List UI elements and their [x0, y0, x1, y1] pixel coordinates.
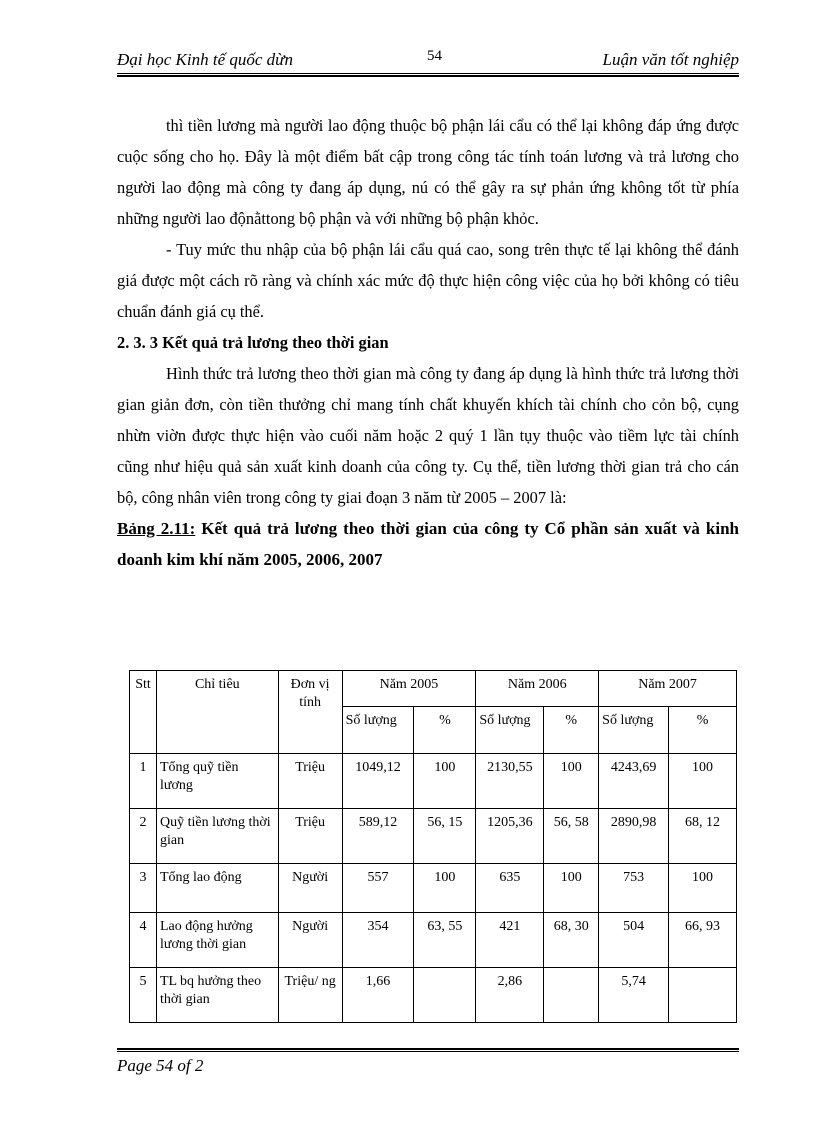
- cell-qty-2007: 2890,98: [599, 809, 669, 864]
- page-header: [117, 48, 739, 74]
- paragraph-3: Hình thức trả lương theo thời gian mà công ty đang áp dụng là hình thức trả lương thời gian giản đơn, còn tiền thưởng chỉ mang tính chất khuyến khích tài chính cho cỏn bộ, cụng nhừn viờn được thực hiện vào cuối năm hoặc 2 quý 1 lần tụy thuộc vào tiềm lực tài chính cũng như hiệu quả sản xuất kinh doanh của công ty. Cụ thể, tiền lương thời gian trả cho cán bộ, công nhân viên trong công ty giai đoạn 3 năm từ 2005 – 2007 là:: [117, 364, 739, 507]
- header-indicator: Chỉ tiêu: [156, 671, 278, 754]
- cell-pct-2006: 100: [544, 864, 599, 913]
- cell-stt: 4: [130, 913, 157, 968]
- header-stt: Stt: [130, 671, 157, 754]
- cell-qty-2005: 557: [342, 864, 414, 913]
- page-footer: Page 54 of 2: [117, 1056, 204, 1075]
- table-caption: [117, 513, 739, 575]
- cell-qty-2006: 2130,55: [476, 754, 544, 809]
- cell-qty-2007: 753: [599, 864, 669, 913]
- cell-pct-2007: 66, 93: [669, 913, 737, 968]
- header-university: Đại học Kinh tế quốc dừn: [117, 50, 293, 69]
- cell-qty-2007: 4243,69: [599, 754, 669, 809]
- cell-indicator: Tổng quỹ tiền lương: [156, 754, 278, 809]
- table-row: [130, 913, 737, 968]
- cell-pct-2007: 100: [669, 864, 737, 913]
- footer-divider: [117, 1048, 739, 1052]
- cell-pct-2006: [544, 968, 599, 1023]
- subheader-qty-2006: Số lượng: [476, 707, 544, 754]
- salary-table: [129, 670, 737, 1023]
- cell-stt: 5: [130, 968, 157, 1023]
- header-year-2007: Năm 2007: [599, 671, 737, 707]
- section-heading: 2. 3. 3 Kết quả trả lương theo thời gian: [117, 333, 389, 352]
- cell-unit: Triệu: [278, 809, 342, 864]
- cell-indicator: Tổng lao động: [156, 864, 278, 913]
- cell-qty-2005: 354: [342, 913, 414, 968]
- paragraph-1: thì tiền lương mà người lao động thuộc bộ phận lái cẩu có thể lại không đáp ứng được cuộc sống cho họ. Đây là một điểm bất cập trong công tác tính toán lương và trả lương cho người lao động mà công ty đang áp dụng, nú có thể gây ra sự phản ứng không tốt từ phía những người lao độnằttong bộ phận và với những bộ phận khỏc.: [117, 116, 739, 228]
- table-caption-text: Kết quả trả lương theo thời gian của công ty Cổ phần sản xuất và kinh doanh kim khí năm 2005, 2006, 2007: [117, 519, 739, 569]
- cell-pct-2006: 68, 30: [544, 913, 599, 968]
- cell-stt: 2: [130, 809, 157, 864]
- cell-pct-2007: [669, 968, 737, 1023]
- header-year-2005: Năm 2005: [342, 671, 476, 707]
- cell-pct-2006: 56, 58: [544, 809, 599, 864]
- cell-qty-2006: 1205,36: [476, 809, 544, 864]
- cell-pct-2005: 100: [414, 864, 476, 913]
- header-divider: [117, 73, 739, 77]
- cell-pct-2005: 63, 55: [414, 913, 476, 968]
- table-caption-label: Bảng 2.11:: [117, 519, 196, 538]
- table-row: [130, 968, 737, 1023]
- cell-pct-2005: 100: [414, 754, 476, 809]
- subheader-qty-2007: Số lượng: [599, 707, 669, 754]
- cell-unit: Người: [278, 864, 342, 913]
- table-row: [130, 809, 737, 864]
- paragraph-2: - Tuy mức thu nhập của bộ phận lái cẩu quá cao, song trên thực tế lại không thể đánh giá được một cách rõ ràng và chính xác mức độ thực hiện công việc của họ bởi không có tiêu chuẩn đánh giá cụ thể.: [117, 240, 739, 321]
- cell-unit: Triệu/ ng: [278, 968, 342, 1023]
- subheader-pct-2006: %: [544, 707, 599, 754]
- header-page-number: 54: [427, 48, 442, 64]
- cell-qty-2005: 589,12: [342, 809, 414, 864]
- table-row: [130, 864, 737, 913]
- cell-stt: 1: [130, 754, 157, 809]
- cell-indicator: Quỹ tiền lương thời gian: [156, 809, 278, 864]
- cell-pct-2005: 56, 15: [414, 809, 476, 864]
- cell-pct-2005: [414, 968, 476, 1023]
- cell-qty-2005: 1049,12: [342, 754, 414, 809]
- header-year-2006: Năm 2006: [476, 671, 599, 707]
- cell-qty-2006: 2,86: [476, 968, 544, 1023]
- cell-unit: Triệu: [278, 754, 342, 809]
- table-header-row: [130, 671, 737, 707]
- cell-qty-2006: 635: [476, 864, 544, 913]
- subheader-pct-2007: %: [669, 707, 737, 754]
- cell-unit: Người: [278, 913, 342, 968]
- cell-qty-2007: 504: [599, 913, 669, 968]
- cell-qty-2007: 5,74: [599, 968, 669, 1023]
- subheader-pct-2005: %: [414, 707, 476, 754]
- cell-indicator: Lao động hưởng lương thời gian: [156, 913, 278, 968]
- subheader-qty-2005: Số lượng: [342, 707, 414, 754]
- cell-pct-2007: 100: [669, 754, 737, 809]
- cell-indicator: TL bq hưởng theo thời gian: [156, 968, 278, 1023]
- cell-qty-2006: 421: [476, 913, 544, 968]
- cell-pct-2006: 100: [544, 754, 599, 809]
- cell-qty-2005: 1,66: [342, 968, 414, 1023]
- document-body: [117, 110, 739, 575]
- cell-pct-2007: 68, 12: [669, 809, 737, 864]
- table-row: [130, 754, 737, 809]
- header-unit: Đơn vị tính: [278, 671, 342, 754]
- cell-stt: 3: [130, 864, 157, 913]
- header-thesis-title: Luận văn tốt nghiệp: [602, 50, 739, 69]
